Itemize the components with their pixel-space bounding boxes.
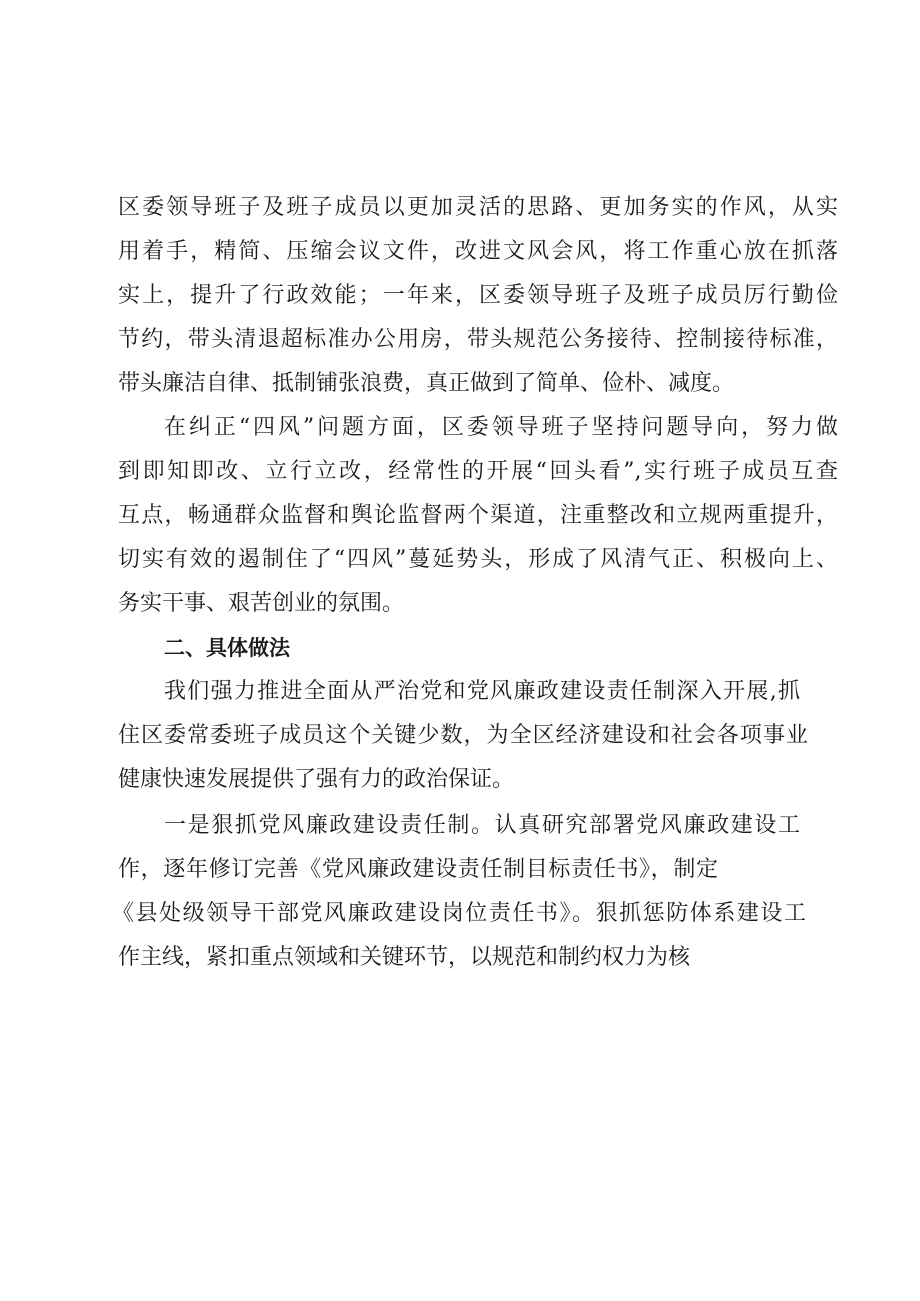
paragraph-3-line-1: 我们强力推进全面从严治党和党风廉政建设责任制深入开展,抓	[164, 679, 800, 704]
paragraph-4-line-4: 作主线，紧扣重点领域和关键环节，以规范和制约权力为核	[118, 945, 691, 970]
paragraph-4-line-1: 一是狠抓党风廉政建设责任制。认真研究部署党风廉政建设工	[164, 813, 800, 838]
paragraph-1-line-5: 带头廉洁自律、抵制铺张浪费，真正做到了简单、俭朴、减度。	[118, 371, 735, 396]
section-heading: 二、具体做法	[164, 636, 290, 660]
paragraph-1-line-4: 节约，带头清退超标准办公用房，带头规范公务接待、控制接待标准，	[118, 327, 838, 352]
paragraph-1-line-2: 用着手，精简、压缩会议文件，改进文风会风，将工作重心放在抓落	[118, 239, 838, 264]
paragraph-1-line-3: 实上，提升了行政效能；一年来，区委领导班子及班子成员厉行勤俭	[118, 283, 838, 308]
paragraph-3-line-2: 住区委常委班子成员这个关键少数，为全区经济建设和社会各项事业	[118, 723, 808, 748]
paragraph-2-line-3: 互点，畅通群众监督和舆论监督两个渠道，注重整改和立规两重提升，	[118, 503, 838, 528]
paragraph-3-line-3: 健康快速发展提供了强有力的政治保证。	[118, 767, 515, 792]
paragraph-2-line-2: 到即知即改、立行立改，经常性的开展“回头看”,实行班子成员互查	[118, 459, 838, 484]
paragraph-2-line-1: 在纠正“四风”问题方面，区委领导班子坚持问题导向，努力做	[164, 415, 838, 440]
paragraph-2-line-5: 务实干事、艰苦创业的氛围。	[118, 591, 405, 616]
paragraph-2-line-4: 切实有效的遏制住了“四风”蔓延势头，形成了风清气正、积极向上、	[118, 547, 838, 572]
paragraph-1-line-1: 区委领导班子及班子成员以更加灵活的思路、更加务实的作风，从实	[118, 195, 838, 220]
paragraph-4-line-2: 作，逐年修订完善《党风廉政建设责任制目标责任书》，制定	[118, 857, 718, 882]
paragraph-4-line-3: 《县处级领导干部党风廉政建设岗位责任书》。狠抓惩防体系建设工	[112, 901, 806, 926]
